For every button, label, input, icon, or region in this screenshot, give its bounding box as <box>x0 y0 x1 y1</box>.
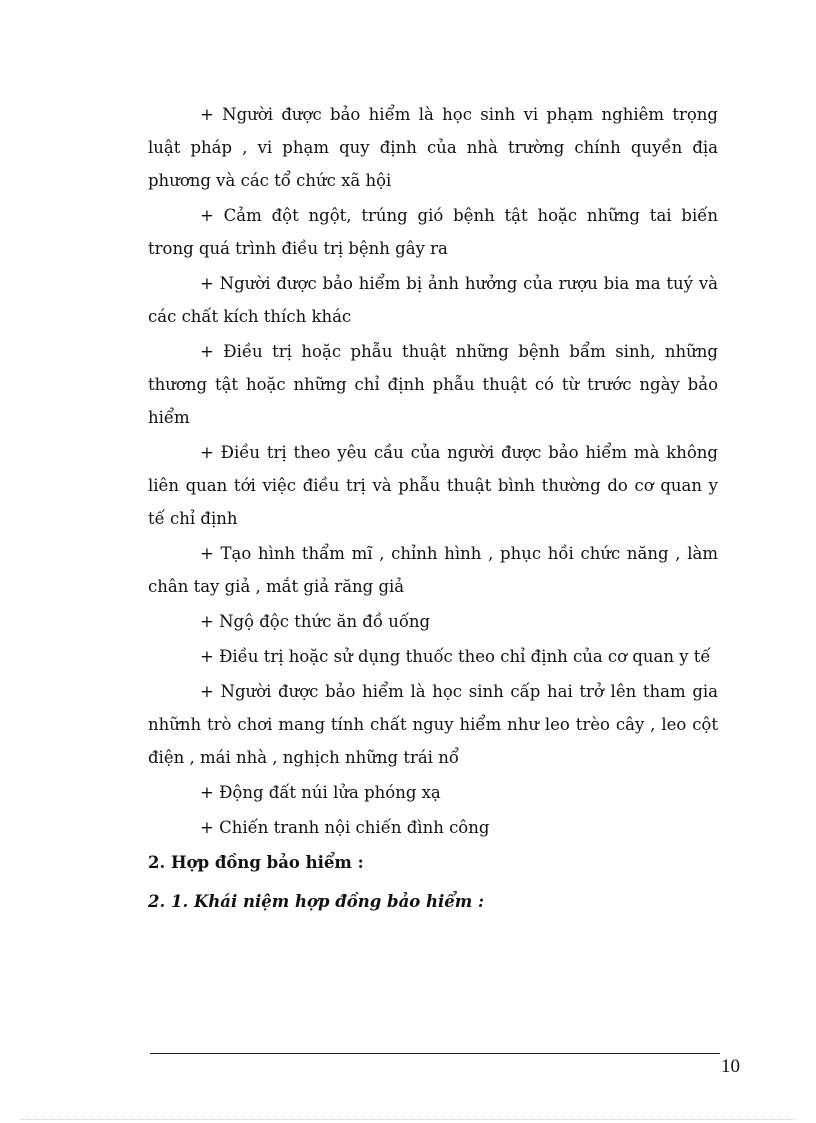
exclusion-item-5: + Điều trị theo yêu cầu của người được bảo hiểm mà không liên quan tới việc điều trị và phẫu thuật bình thường do cơ quan y tế chỉ định <box>148 443 718 528</box>
exclusion-item-1: + Người được bảo hiểm là học sinh vi phạm nghiêm trọng luật pháp , vi phạm quy định của nhà trường chính quyền địa phương và các tổ chức xã hội <box>148 105 718 190</box>
section-heading: 2. Hợp đồng bảo hiểm : <box>148 853 364 872</box>
exclusion-item-7: + Ngộ độc thức ăn đồ uống <box>200 612 431 631</box>
exclusion-item-9: + Người được bảo hiểm là học sinh cấp hai trở lên tham gia nhữnh trò chơi mang tính chất nguy hiểm như leo trèo cây , leo cột điện , mái nhà , nghịch những trái nổ <box>148 682 718 767</box>
exclusion-item-2: + Cảm đột ngột, trúng gió bệnh tật hoặc những tai biến trong quá trình điều trị bệnh gây ra <box>148 206 718 258</box>
exclusion-item-11: + Chiến tranh nội chiến đình công <box>200 818 490 837</box>
document-body <box>148 98 718 918</box>
exclusion-item-3: + Người được bảo hiểm bị ảnh hưởng của rượu bia ma tuý và các chất kích thích khác <box>148 274 718 326</box>
exclusion-item-4: + Điều trị hoặc phẫu thuật những bệnh bẩm sinh, những thương tật hoặc những chỉ định phẫu thuật có từ trước ngày bảo hiểm <box>148 342 718 427</box>
exclusion-item-10: + Động đất núi lửa phóng xạ <box>200 783 441 802</box>
page-edge-divider <box>20 1119 796 1120</box>
exclusion-item-6: + Tạo hình thẩm mĩ , chỉnh hình , phục hồi chức năng , làm chân tay giả , mắt giả răng giả <box>148 544 718 596</box>
subsection-heading: 2. 1. Khái niệm hợp đồng bảo hiểm : <box>148 892 485 911</box>
exclusion-item-8: + Điều trị hoặc sử dụng thuốc theo chỉ định của cơ quan y tế <box>200 647 711 666</box>
footer-divider <box>150 1053 720 1054</box>
page-number: 10 <box>721 1056 740 1077</box>
